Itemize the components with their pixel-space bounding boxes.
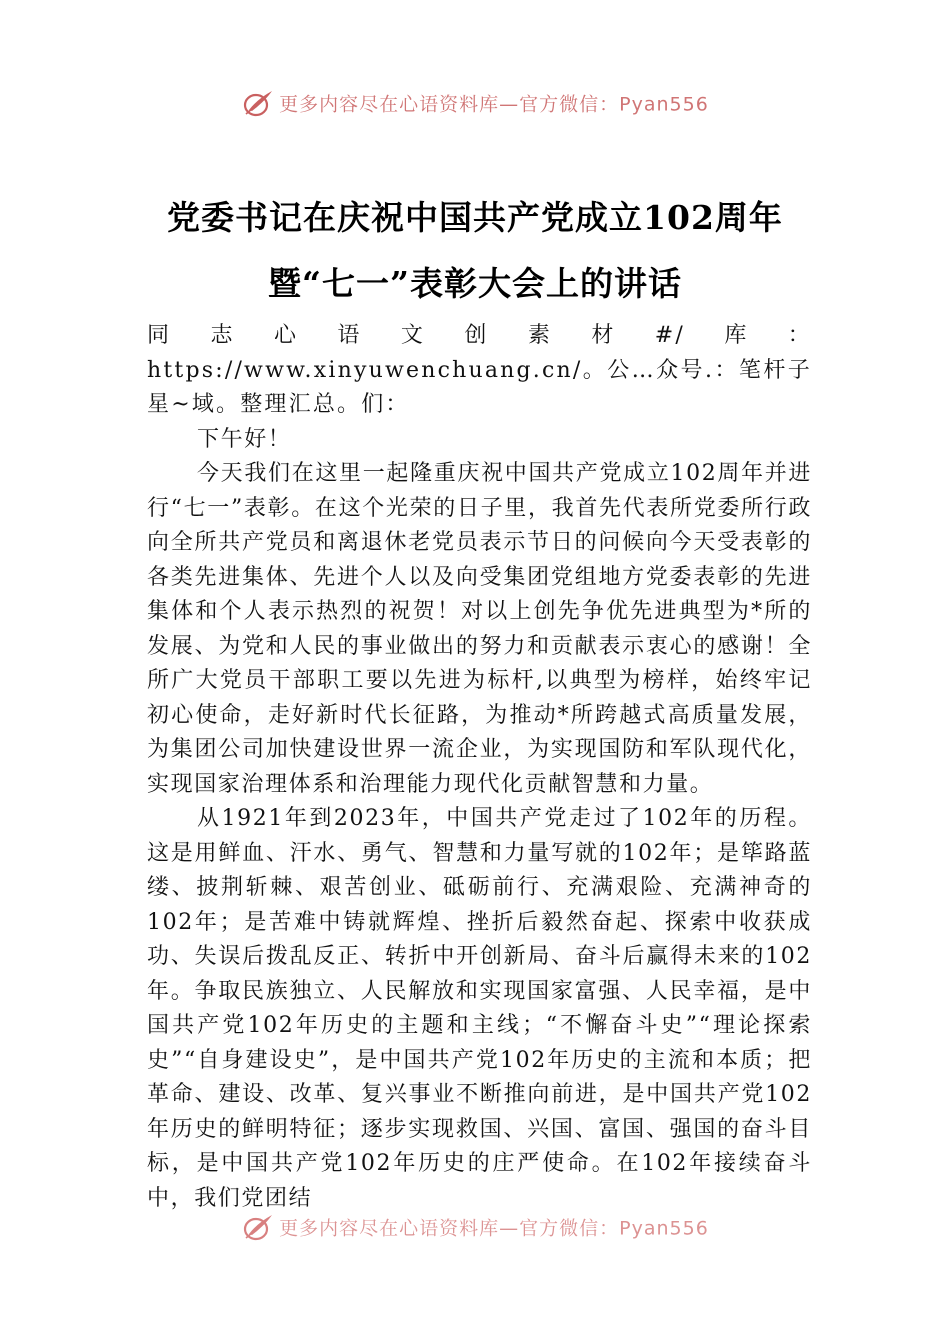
feather-seal-icon <box>241 1212 275 1242</box>
watermark-footer <box>0 1212 950 1242</box>
source-note-paragraph: 同志心语文创素材#/库：https://www.xinyuwenchuang.cn/。公…众号.：笔杆子星~域。整理汇总。们： <box>147 323 812 417</box>
document-title-line-1: 党委书记在庆祝中国共产党成立102周年 <box>167 198 783 237</box>
watermark-header <box>0 88 950 118</box>
feather-seal-icon <box>241 88 275 118</box>
document-title-line-2: 暨“七一”表彰大会上的讲话 <box>268 264 682 303</box>
body-paragraph: 从1921年到2023年，中国共产党走过了102年的历程。这是用鲜血、汗水、勇气、智慧和力量写就的102年；是筚路蓝缕、披荆斩棘、艰苦创业、砥砺前行、充满艰险、充满神奇的102年；是苦难中铸就辉煌、挫折后毅然奋起、探索中收获成功、失误后拨乱反正、转折中开创新局、奋斗后赢得未来的102年。争取民族独立、人民解放和实现国家富强、人民幸福，是中国共产党102年历史的主题和主线；“不懈奋斗史”“理论探索史”“自身建设史”，是中国共产党102年历史的主流和本质；把革命、建设、改革、复兴事业不断推向前进，是中国共产党102年历史的鲜明特征；逐步实现救国、兴国、富国、强国的奋斗目标，是中国共产党102年历史的庄严使命。在102年接续奋斗中，我们党团结 <box>147 806 812 1211</box>
watermark-text: 更多内容尽在心语资料库—官方微信：Pyan556 <box>279 1217 709 1240</box>
body-paragraph: 今天我们在这里一起隆重庆祝中国共产党成立102周年并进行“七一”表彰。在这个光荣的日子里，我首先代表所党委所行政向全所共产党员和离退休老党员表示节日的问候向今天受表彰的各类先进集体、先进个人以及向受集团党组地方党委表彰的先进集体和个人表示热烈的祝贺！对以上创先争优先进典型为*所的发展、为党和人民的事业做出的努力和贡献表示衷心的感谢！全所广大党员干部职工要以先进为标杆,以典型为榜样，始终牢记初心使命，走好新时代长征路，为推动*所跨越式高质量发展，为集团公司加快建设世界一流企业，为实现国防和军队现代化，实现国家治理体系和治理能力现代化贡献智慧和力量。 <box>147 461 812 797</box>
watermark-text: 更多内容尽在心语资料库—官方微信：Pyan556 <box>279 93 709 116</box>
greeting-paragraph: 下午好！ <box>197 426 292 452</box>
document-body <box>147 319 812 1217</box>
